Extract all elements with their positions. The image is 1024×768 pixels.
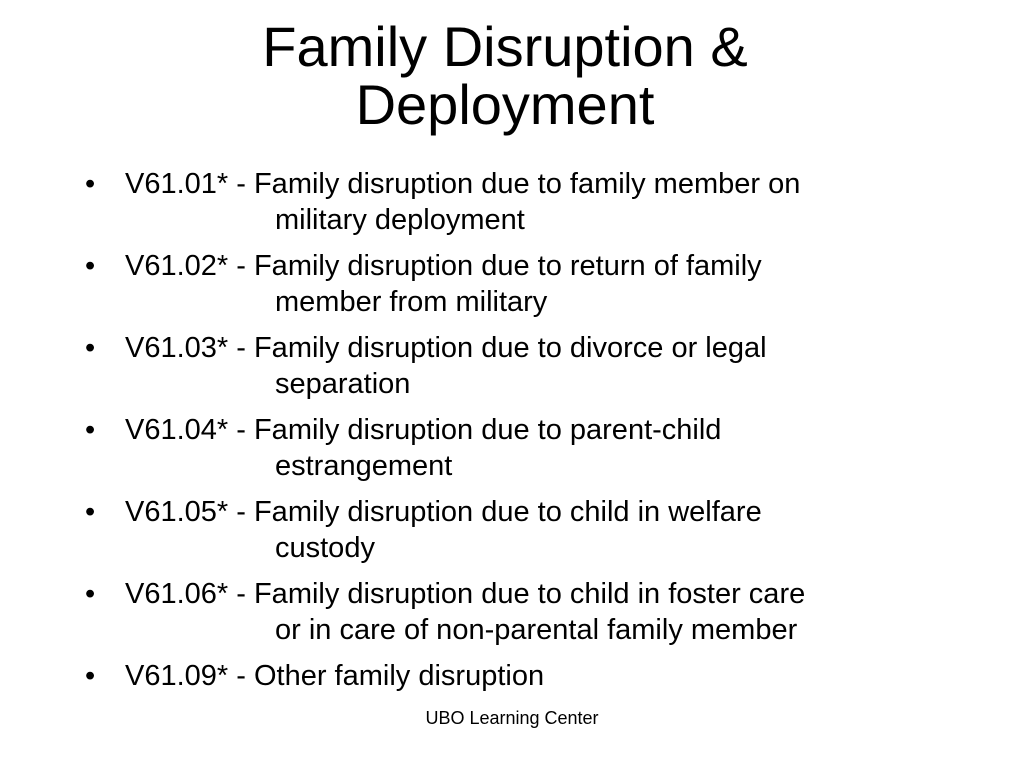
bullet-icon: •	[85, 496, 96, 528]
bullet-icon: •	[85, 250, 96, 282]
bullet-first-line: V61.05* - Family disruption due to child in welfare	[125, 496, 762, 528]
bullet-icon: •	[85, 168, 96, 200]
bullet-text	[125, 166, 965, 238]
bullet-continuation: estrangement	[275, 450, 453, 482]
slide-title	[0, 15, 1010, 136]
bullet-continuation: member from military	[275, 286, 548, 318]
list-item	[85, 494, 965, 566]
bullet-icon: •	[85, 332, 96, 364]
list-item	[85, 330, 965, 402]
bullet-first-line: V61.02* - Family disruption due to return of family	[125, 250, 762, 282]
bullet-list	[85, 166, 965, 704]
bullet-continuation: or in care of non-parental family member	[275, 614, 798, 646]
bullet-first-line: V61.09* - Other family disruption	[125, 660, 545, 692]
bullet-text	[125, 330, 965, 402]
bullet-continuation: military deployment	[275, 204, 525, 236]
list-item	[85, 166, 965, 238]
bullet-first-line: V61.01* - Family disruption due to family member on	[125, 168, 801, 200]
bullet-text	[125, 576, 965, 648]
bullet-text	[125, 494, 965, 566]
bullet-first-line: V61.04* - Family disruption due to parent-child	[125, 414, 722, 446]
list-item	[85, 412, 965, 484]
bullet-text	[125, 412, 965, 484]
bullet-icon: •	[85, 578, 96, 610]
bullet-continuation: custody	[275, 532, 375, 564]
list-item	[85, 248, 965, 320]
bullet-icon: •	[85, 660, 96, 692]
title-line-2: Deployment	[355, 73, 655, 136]
bullet-icon: •	[85, 414, 96, 446]
list-item	[85, 658, 965, 694]
slide-footer: UBO Learning Center	[425, 708, 599, 728]
list-item	[85, 576, 965, 648]
bullet-continuation: separation	[275, 368, 411, 400]
bullet-first-line: V61.06* - Family disruption due to child in foster care	[125, 578, 806, 610]
title-line-1: Family Disruption &	[262, 15, 748, 78]
bullet-text	[125, 248, 965, 320]
bullet-first-line: V61.03* - Family disruption due to divorce or legal	[125, 332, 767, 364]
bullet-text	[125, 658, 965, 694]
